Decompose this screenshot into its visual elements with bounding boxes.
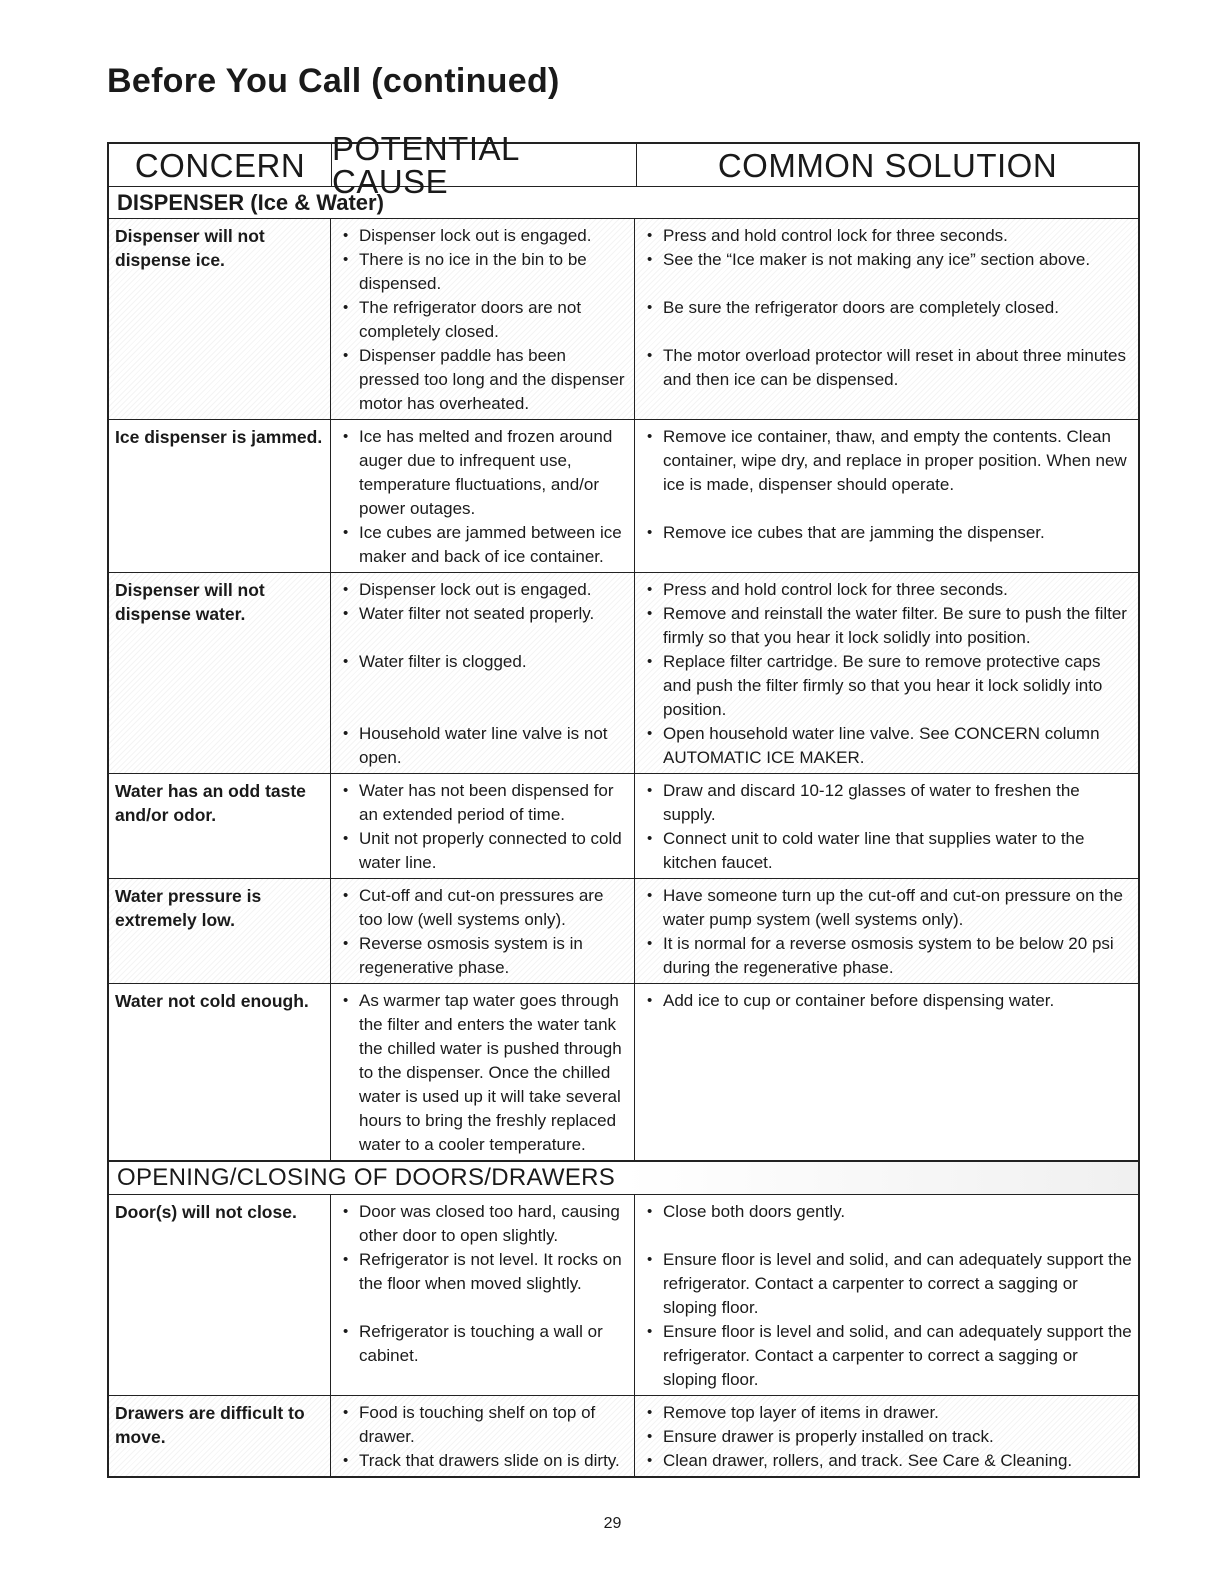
cause-item: • Household water line valve is not open. [337,722,628,770]
table-row [109,420,1138,573]
cause-item: • The refrigerator doors are not completely closed. [337,296,628,344]
concern-cell: Water pressure is extremely low. [109,879,331,983]
table-header-row [109,130,1138,200]
concern-header: CONCERN [109,144,332,186]
cause-cell [331,774,635,878]
cause-item: • As warmer tap water goes through the filter and enters the water tank the chilled water is pushed through to the dispenser. Once the chilled water is used up it will take several hours to bring the freshly replaced water to a cooler temperature. [337,989,628,1157]
solution-item: • Replace filter cartridge. Be sure to remove protective caps and push the filter firmly so that you hear it lock solidly into position. [641,650,1132,722]
cause-cell [331,219,635,419]
solution-item: • Ensure floor is level and solid, and can adequately support the refrigerator. Contact a carpenter to correct a sagging or sloping floor. [641,1248,1132,1320]
solution-item: • Draw and discard 10-12 glasses of water to freshen the supply. [641,779,1132,827]
cause-item: • Dispenser lock out is engaged. [337,578,628,602]
cause-cell [331,420,635,572]
table-row [109,573,1138,774]
page-number: 29 [603,1515,622,1532]
cause-item: • Unit not properly connected to cold water line. [337,827,628,875]
solution-item: • Clean drawer, rollers, and track. See Care & Cleaning. [641,1449,1132,1473]
solution-item: • Close both doors gently. [641,1200,1132,1224]
cause-item: • Cut-off and cut-on pressures are too low (well systems only). [337,884,628,932]
cause-header: POTENTIAL CAUSE [332,144,637,186]
cause-item: • Dispenser lock out is engaged. [337,224,628,248]
cause-item: • Water filter not seated properly. [337,602,628,626]
solution-item: • Remove top layer of items in drawer. [641,1401,1132,1425]
solution-cell [635,774,1138,878]
cause-item: • Reverse osmosis system is in regenerative phase. [337,932,628,980]
concern-cell: Dispenser will not dispense ice. [109,219,331,419]
concern-cell: Door(s) will not close. [109,1195,331,1395]
table-row [109,879,1138,984]
concern-cell: Water has an odd taste and/or odor. [109,774,331,878]
cause-item: • Door was closed too hard, causing other door to open slightly. [337,1200,628,1248]
table-row [109,984,1138,1161]
solution-item: • Be sure the refrigerator doors are completely closed. [641,296,1132,320]
cause-item: • Ice has melted and frozen around auger due to infrequent use, temperature fluctuations, and/or power outages. [337,425,628,521]
solution-item: • Add ice to cup or container before dispensing water. [641,989,1132,1013]
concern-cell: Drawers are difficult to move. [109,1396,331,1476]
cause-cell [331,879,635,983]
section-title: DISPENSER (Ice & Water) [109,187,1138,219]
solution-header: COMMON SOLUTION [717,146,1058,184]
cause-item: • Water filter is clogged. [337,650,628,674]
solution-item: • Remove and reinstall the water filter. Be sure to push the filter firmly so that you hear it lock solidly into position. [641,602,1132,650]
solution-cell [635,1195,1138,1395]
solution-cell [635,1396,1138,1476]
solution-item: • Press and hold control lock for three seconds. [641,224,1132,248]
solution-item: • Open household water line valve. See CONCERN column AUTOMATIC ICE MAKER. [641,722,1132,770]
solution-item: • Connect unit to cold water line that supplies water to the kitchen faucet. [641,827,1132,875]
cause-item: • Water has not been dispensed for an extended period of time. [337,779,628,827]
cause-cell [331,1396,635,1476]
cause-cell [331,573,635,773]
solution-item: • Remove ice container, thaw, and empty the contents. Clean container, wipe dry, and replace in proper position. When new ice is made, dispenser should operate. [641,425,1132,497]
troubleshooting-table [107,130,1140,1478]
solution-item: • The motor overload protector will reset in about three minutes and then ice can be dispensed. [641,344,1132,392]
section-title: OPENING/CLOSING OF DOORS/DRAWERS [109,1161,1138,1195]
cause-item: • Track that drawers slide on is dirty. [337,1449,628,1473]
solution-item: • Press and hold control lock for three seconds. [641,578,1132,602]
cause-item: • Food is touching shelf on top of drawer. [337,1401,628,1449]
solution-item: • Ensure drawer is properly installed on track. [641,1425,1132,1449]
cause-cell [331,984,635,1160]
cause-item: • Dispenser paddle has been pressed too long and the dispenser motor has overheated. [337,344,628,416]
table-row [109,1396,1138,1476]
concern-cell: Water not cold enough. [109,984,331,1160]
solution-item: • Have someone turn up the cut-off and cut-on pressure on the water pump system (well systems only). [641,884,1132,932]
table-row [109,1195,1138,1396]
solution-item: • See the “Ice maker is not making any ice” section above. [641,248,1132,272]
cause-item: • Refrigerator is not level. It rocks on the floor when moved slightly. [337,1248,628,1296]
solution-cell [635,984,1138,1160]
solution-cell [635,879,1138,983]
page-title: Before You Call (continued) [107,62,560,100]
cause-item: • Refrigerator is touching a wall or cabinet. [337,1320,628,1368]
solution-item: • Remove ice cubes that are jamming the dispenser. [641,521,1132,545]
concern-cell: Ice dispenser is jammed. [109,420,331,572]
solution-item: • It is normal for a reverse osmosis system to be below 20 psi during the regenerative phase. [641,932,1132,980]
cause-cell [331,1195,635,1395]
table-row [109,774,1138,879]
solution-cell [635,219,1138,419]
cause-item: • Ice cubes are jammed between ice maker and back of ice container. [337,521,628,569]
solution-cell [635,420,1138,572]
table-row [109,219,1138,420]
cause-item: • There is no ice in the bin to be dispensed. [337,248,628,296]
solution-cell [635,573,1138,773]
solution-item: • Ensure floor is level and solid, and can adequately support the refrigerator. Contact a carpenter to correct a sagging or sloping floor. [641,1320,1132,1392]
concern-cell: Dispenser will not dispense water. [109,573,331,773]
